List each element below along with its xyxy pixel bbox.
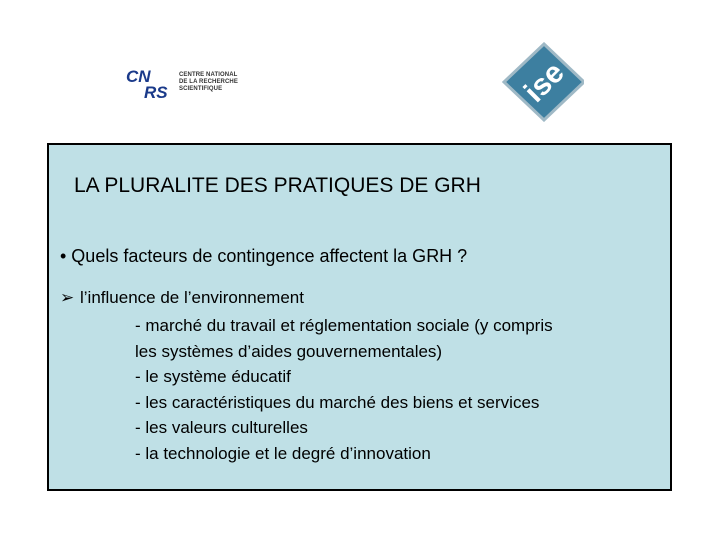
ise-logo — [500, 42, 584, 122]
slide-title: LA PLURALITE DES PRATIQUES DE GRH — [74, 174, 481, 197]
cnrs-logo-mark — [126, 62, 176, 102]
svg-text:ise: ise — [517, 55, 571, 109]
sub-heading-text: l’influence de l’environnement — [80, 288, 304, 307]
svg-text:CN: CN — [126, 67, 151, 86]
cnrs-text-line: CENTRE NATIONAL — [179, 72, 238, 78]
cnrs-text-line: SCIENTIFIQUE — [179, 86, 223, 92]
cnrs-logo — [126, 62, 256, 102]
factor-list — [135, 313, 553, 466]
question-bullet: • Quels facteurs de contingence affectent la GRH ? — [60, 246, 468, 266]
list-item: - le système éducatif — [135, 367, 291, 386]
cnrs-logo-text — [179, 72, 238, 93]
list-item: - les valeurs culturelles — [135, 418, 308, 437]
cnrs-text-line: DE LA RECHERCHE — [179, 79, 238, 85]
list-item: les systèmes d’aides gouvernementales) — [135, 341, 443, 361]
list-item: - marché du travail et réglementation sociale (y compris — [135, 316, 553, 335]
sub-heading — [60, 288, 304, 308]
svg-text:RS: RS — [144, 83, 168, 102]
list-item: - les caractéristiques du marché des biens et services — [135, 392, 540, 412]
arrow-bullet-icon: ➢ — [60, 288, 75, 307]
list-item: - la technologie et le degré d’innovation — [135, 443, 431, 463]
